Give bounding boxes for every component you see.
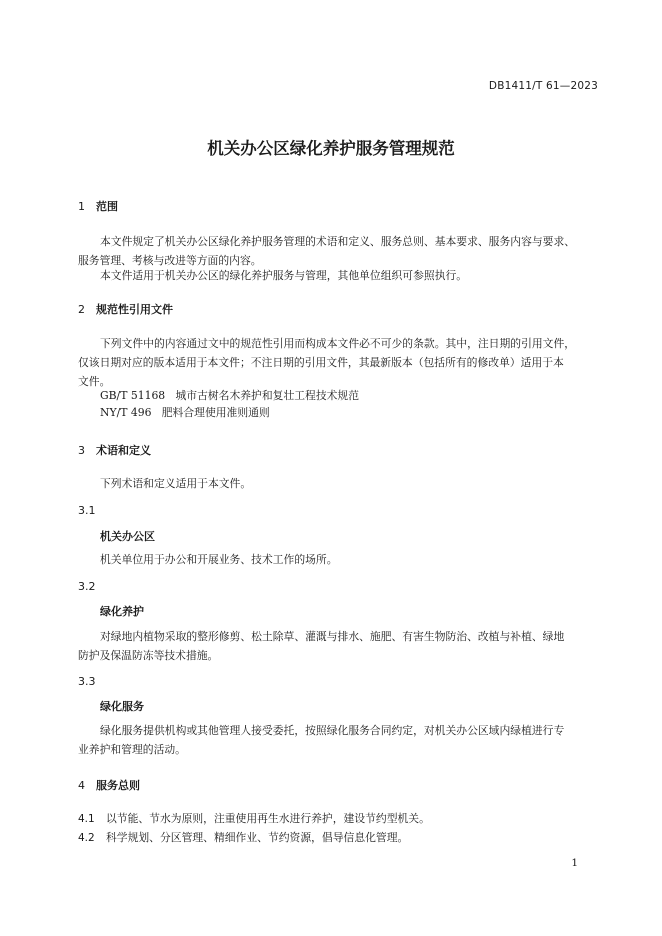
- document-title: 机关办公区绿化养护服务管理规范: [207, 139, 455, 158]
- section-4-heading: [78, 777, 140, 793]
- text-line: 文件。: [78, 375, 111, 388]
- term-definition: [78, 550, 600, 569]
- term-number: 3.3: [78, 675, 96, 688]
- reference-name: 城市古树名木养护和复壮工程技术规范: [175, 389, 360, 402]
- term-definition: [78, 627, 600, 665]
- text-line: 服务管理、考核与改进等方面的内容。: [78, 254, 262, 267]
- text-line: 对绿地内植物采取的整形修剪、松土除草、灌溉与排水、施肥、有害生物防治、改植与补植、绿地: [100, 630, 565, 643]
- reference-item: [100, 388, 359, 403]
- text-line: 绿化服务提供机构或其他管理人接受委托，按照绿化服务合同约定，对机关办公区域内绿植进行专: [100, 724, 565, 737]
- text-line: 下列文件中的内容通过文中的规范性引用而构成本文件必不可少的条款。其中，注日期的引用文件，: [100, 337, 576, 350]
- clause-number: 4.1: [78, 813, 95, 825]
- term-number: 3.2: [78, 580, 96, 593]
- section-2-heading: [78, 301, 173, 317]
- term-number: 3.1: [78, 504, 96, 517]
- section-number: 3: [78, 444, 85, 457]
- term-name: 机关办公区: [100, 530, 155, 543]
- page-number: 1: [571, 857, 578, 869]
- section-number: 2: [78, 303, 85, 316]
- section-3-heading: [78, 442, 151, 458]
- section-1-paragraph-1: [78, 232, 600, 270]
- text-line: 防护及保温防冻等技术措施。: [78, 649, 219, 662]
- clause-text: 科学规划、分区管理、精细作业、节约资源，倡导信息化管理。: [106, 831, 409, 844]
- text-line: 业养护和管理的活动。: [78, 743, 186, 756]
- section-title: 范围: [96, 200, 118, 213]
- clause-item: [78, 811, 430, 826]
- section-number: 4: [78, 779, 85, 792]
- text-line: 下列术语和定义适用于本文件。: [100, 477, 252, 490]
- reference-code: GB/T 51168: [100, 389, 166, 402]
- reference-name: 肥料合理使用准则通则: [161, 406, 270, 419]
- section-1-paragraph-2: [78, 266, 600, 285]
- section-number: 1: [78, 200, 85, 213]
- term-definition: [78, 721, 600, 759]
- clause-number: 4.2: [78, 832, 95, 844]
- clause-text: 以节能、节水为原则，注重使用再生水进行养护，建设节约型机关。: [106, 812, 430, 825]
- reference-code: NY/T 496: [100, 406, 152, 419]
- reference-item: [100, 405, 270, 420]
- text-line: 本文件适用于机关办公区的绿化养护服务与管理，其他单位组织可参照执行。: [100, 269, 468, 282]
- section-2-paragraph-1: [78, 334, 600, 391]
- text-line: 仅该日期对应的版本适用于本文件；不注日期的引用文件，其最新版本（包括所有的修改单）适用于本: [78, 356, 564, 369]
- term-name: 绿化养护: [100, 605, 144, 618]
- section-3-paragraph-1: [78, 474, 600, 493]
- section-title: 术语和定义: [96, 444, 151, 457]
- term-name: 绿化服务: [100, 700, 144, 713]
- clause-item: [78, 830, 408, 845]
- text-line: 本文件规定了机关办公区绿化养护服务管理的术语和定义、服务总则、基本要求、服务内容与要求、: [100, 235, 576, 248]
- section-title: 规范性引用文件: [96, 303, 173, 316]
- document-code: DB1411/T 61—2023: [488, 80, 598, 92]
- section-title: 服务总则: [96, 779, 140, 792]
- text-line: 机关单位用于办公和开展业务、技术工作的场所。: [100, 553, 338, 566]
- section-1-heading: [78, 198, 118, 214]
